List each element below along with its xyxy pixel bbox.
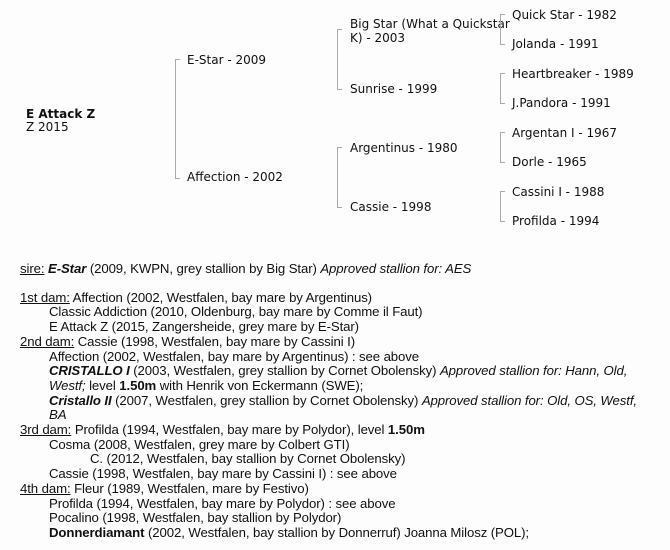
subject-name: E Attack Z — [26, 107, 96, 121]
subject-studbook-year: Z 2015 — [26, 120, 69, 134]
sire-label: sire: — [20, 261, 45, 276]
pedigree-sd-sire[interactable]: Heartbreaker - 1989 — [512, 67, 634, 81]
dam4-offspring: Profilda (1994, Westfalen, bay mare by Polydor) : see above — [49, 495, 396, 511]
connector-gen2-sire — [337, 29, 342, 90]
dam2-line: 2nd dam: Cassie (1998, Westfalen, bay mare by Cassini I) — [20, 333, 355, 349]
dam4-offspring: Pocalino (1998, Westfalen, bay stallion by Polydor) — [49, 510, 342, 526]
pedigree-ds-dam[interactable]: Dorle - 1965 — [512, 155, 587, 169]
sire-approved: Approved stallion for: AES — [320, 261, 472, 276]
connector-gen3-1 — [500, 14, 505, 45]
pedigree-dam-sire[interactable]: Argentinus - 1980 — [350, 141, 458, 155]
dam1-offspring: Classic Addiction (2010, Oldenburg, bay mare by Comme il Faut) — [49, 304, 423, 320]
sire-line: sire: E-Star (2009, KWPN, grey stallion by Big Star) Approved stallion for: AES — [20, 261, 472, 276]
connector-gen3-4 — [500, 191, 505, 222]
pedigree-sire[interactable]: E-Star - 2009 — [187, 53, 267, 67]
sire-name: E-Star — [48, 261, 87, 276]
dam4-label: 4th dam: — [20, 480, 71, 496]
dam3-line: 3rd dam: Profilda (1994, Westfalen, bay mare by Polydor), level 1.50m — [20, 422, 425, 438]
dam1-label: 1st dam: — [20, 289, 70, 305]
pedigree-ss-dam[interactable]: Jolanda - 1991 — [512, 37, 599, 51]
connector-gen3-2 — [500, 73, 505, 104]
dam2-label: 2nd dam: — [20, 333, 75, 349]
dam2-offspring: CRISTALLO I (2003, Westfalen, grey stallion by Cornet Obolensky) Approved stallion for: Hann, Old, Westf; level 1.50m with Henrik von Eckermann (SWE); — [49, 363, 628, 393]
dam3-grand-offspring: C. (2012, Westfalen, bay stallion by Cornet Obolensky) — [90, 451, 406, 467]
dam2-offspring: Affection (2002, Westfalen, bay mare by Argentinus) : see above — [49, 348, 420, 364]
pedigree-chart — [0, 0, 670, 240]
dam1-line: 1st dam: Affection (2002, Westfalen, bay mare by Argentinus) — [20, 289, 372, 305]
dam2-offspring: Cristallo II (2007, Westfalen, grey stallion by Cornet Obolensky) Approved stallion for: Old, OS, Westf, BA — [49, 392, 637, 423]
pedigree-ds-sire[interactable]: Argentan I - 1967 — [512, 126, 618, 140]
dam3-offspring: Cosma (2008, Westfalen, grey mare by Colbert GTI) — [49, 436, 350, 452]
pedigree-sire-dam[interactable]: Sunrise - 1999 — [350, 82, 438, 96]
pedigree-sd-dam[interactable]: J.Pandora - 1991 — [512, 96, 611, 110]
pedigree-sire-sire[interactable]: Big Star (What a Quickstar K) - 2003 — [350, 17, 510, 45]
dam4-offspring: Donnerdiamant (2002, Westfalen, bay stallion by Donnerruf) Joanna Milosz (POL); — [49, 524, 529, 540]
pedigree-dd-dam[interactable]: Profilda - 1994 — [512, 214, 600, 228]
connector-gen2-dam — [337, 147, 342, 208]
connector-gen1 — [175, 59, 180, 179]
dam4-line: 4th dam: Fleur (1989, Westfalen, mare by Festivo) — [20, 480, 309, 496]
dam3-label: 3rd dam: — [20, 422, 72, 438]
subject-horse — [26, 108, 95, 134]
dam1-offspring: E Attack Z (2015, Zangersheide, grey mare by E-Star) — [49, 319, 359, 335]
damline-description — [20, 262, 650, 541]
pedigree-dam-dam[interactable]: Cassie - 1998 — [350, 200, 432, 214]
pedigree-ss-sire[interactable]: Quick Star - 1982 — [512, 8, 617, 22]
pedigree-dd-sire[interactable]: Cassini I - 1988 — [512, 185, 605, 199]
dam3-offspring: Cassie (1998, Westfalen, bay mare by Cassini I) : see above — [49, 466, 397, 482]
pedigree-dam[interactable]: Affection - 2002 — [187, 170, 283, 184]
connector-gen3-3 — [500, 132, 505, 163]
